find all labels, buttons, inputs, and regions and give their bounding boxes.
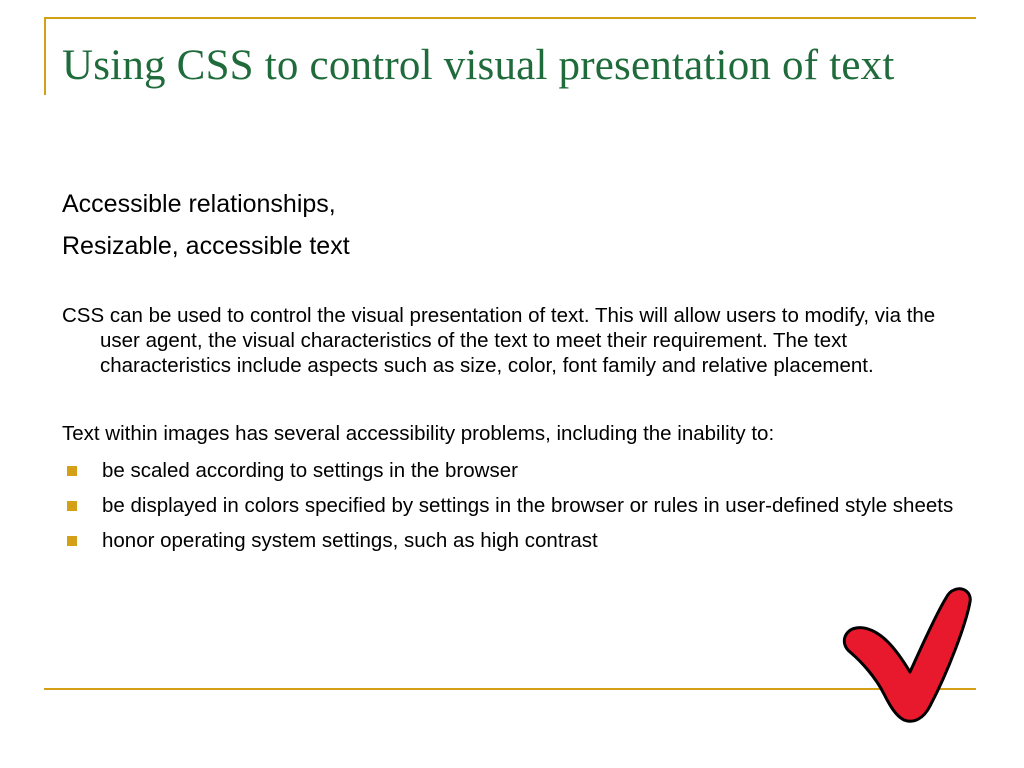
top-divider: [44, 17, 976, 19]
list-item: [62, 528, 967, 553]
list-item-label: honor operating system settings, such as high contrast: [102, 529, 598, 552]
paragraph-1: [62, 303, 967, 378]
paragraph-1-text: CSS can be used to control the visual presentation of text. This will allow users to modify, via the user agent, the visual characteristics of the text to meet their requirement. The text characteristics include aspects such as size, color, font family and relative placement.: [62, 304, 936, 377]
lead-line-1: Accessible relationships,: [62, 190, 336, 218]
slide-body: [62, 183, 967, 563]
list-item: [62, 458, 967, 483]
square-bullet-icon: [67, 536, 77, 546]
paragraph-2-text: Text within images has several accessibility problems, including the inability to:: [62, 422, 775, 445]
square-bullet-icon: [67, 466, 77, 476]
left-divider: [44, 17, 46, 95]
list-item-label: be scaled according to settings in the browser: [102, 459, 518, 482]
bullet-list: [62, 458, 967, 553]
check-mark-icon: [826, 580, 976, 730]
paragraph-2: [62, 421, 967, 446]
lead-line-2: Resizable, accessible text: [62, 232, 350, 260]
list-item: [62, 493, 967, 518]
page-title: Using CSS to control visual presentation of text: [62, 42, 895, 89]
square-bullet-icon: [67, 501, 77, 511]
list-item-label: be displayed in colors specified by settings in the browser or rules in user-defined style sheets: [102, 494, 954, 517]
